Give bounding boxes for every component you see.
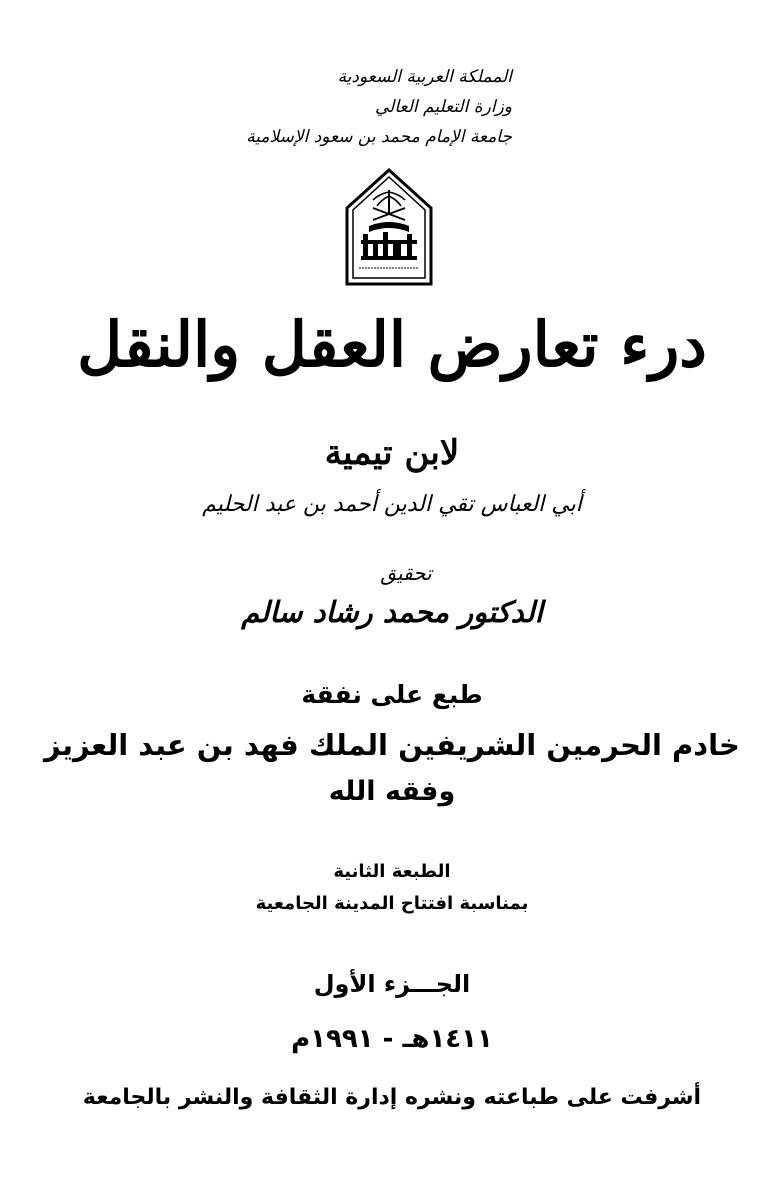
patron-name: خادم الحرمين الشريفين الملك فهد بن عبد العزيز xyxy=(44,728,740,762)
patron-blessing: وفقه الله xyxy=(328,776,456,807)
editor-name: الدكتور محمد رشاد سالم xyxy=(241,595,543,629)
printed-on-label: طبع على نفقة xyxy=(301,680,483,709)
edition-occasion: بمناسبة افتتاح المدينة الجامعية xyxy=(255,893,529,914)
university-emblem-icon xyxy=(345,168,433,286)
edition-label: الطبعة الثانية xyxy=(333,861,451,882)
volume-label: الجـــزء الأول xyxy=(313,970,471,998)
author-name: لابن تيمية xyxy=(324,433,460,473)
header-university: جامعة الإمام محمد بن سعود الإسلامية xyxy=(246,127,512,147)
author-full-name: أبي العباس تقي الدين أحمد بن عبد الحليم xyxy=(202,492,582,517)
institution-header xyxy=(246,62,512,152)
publisher-note: أشرفت على طباعته ونشره إدارة الثقافة والنشر بالجامعة xyxy=(82,1085,702,1110)
publication-date: ١٤١١هـ - ١٩٩١م xyxy=(291,1024,493,1054)
book-title: درء تعارض العقل والنقل xyxy=(77,308,707,381)
header-ministry: وزارة التعليم العالي xyxy=(374,97,512,117)
editor-label: تحقيق xyxy=(380,561,432,585)
header-country: المملكة العربية السعودية xyxy=(337,67,512,87)
